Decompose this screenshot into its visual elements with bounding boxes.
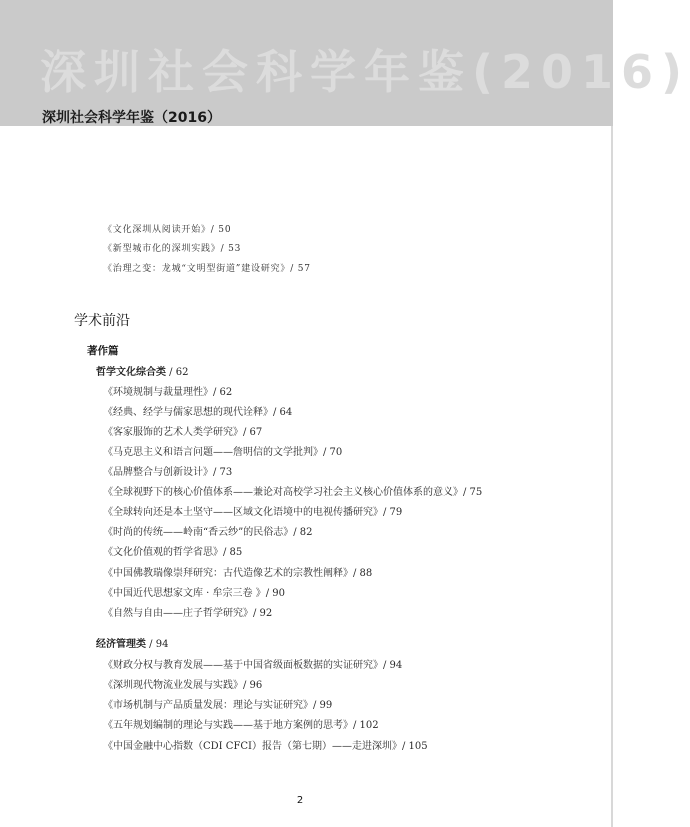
subcategory-name: 哲学文化综合类	[96, 367, 166, 378]
category-title: 著作篇	[87, 345, 119, 357]
toc-entry: 《文化价值观的哲学省思》/ 85	[103, 547, 243, 558]
subcategory-heading	[96, 635, 168, 650]
toc-entry: 《财政分权与教育发展——基于中国省级面板数据的实证研究》/ 94	[103, 660, 403, 671]
toc-entry: 《市场机制与产品质量发展：理论与实证研究》/ 99	[103, 700, 333, 711]
toc-entry: 《中国金融中心指数（CDI CFCI）报告（第七期）——走进深圳》/ 105	[103, 741, 428, 752]
subcategory-page: / 94	[146, 639, 169, 650]
toc-entry: 《环境规制与裁量理性》/ 62	[103, 387, 233, 398]
toc-entry: 《深圳现代物流业发展与实践》/ 96	[103, 680, 263, 691]
toc-entry: 《品牌整合与创新设计》/ 73	[103, 467, 233, 478]
toc-entry: 《自然与自由——庄子哲学研究》/ 92	[103, 608, 273, 619]
toc-entry: 《治理之变：龙城“文明型街道”建设研究》/ 57	[103, 264, 311, 274]
section-title: 学术前沿	[74, 313, 130, 329]
toc-entry: 《中国近代思想家文库 · 牟宗三卷 》/ 90	[103, 588, 285, 599]
banner-watermark-text: 深圳社会科学年鉴(2016)	[40, 45, 690, 99]
page-number: 2	[296, 795, 304, 806]
toc-entry: 《经典、经学与儒家思想的现代诠释》/ 64	[103, 407, 293, 418]
toc-entry: 《全球视野下的核心价值体系——兼论对高校学习社会主义核心价值体系的意义》/ 75	[103, 487, 483, 498]
toc-entry: 《客家服饰的艺术人类学研究》/ 67	[103, 427, 263, 438]
subcategory-page: / 62	[166, 367, 189, 378]
subcategory-heading	[96, 363, 188, 378]
toc-entry: 《新型城市化的深圳实践》/ 53	[103, 244, 242, 254]
subcategory-name: 经济管理类	[96, 639, 146, 650]
toc-entry: 《中国佛教瑞像崇拜研究：古代造像艺术的宗教性阐释》/ 88	[103, 568, 373, 579]
running-head-title: 深圳社会科学年鉴（2016）	[42, 110, 221, 126]
page-edge-divider	[611, 126, 613, 827]
toc-entry: 《时尚的传统——岭南“香云纱”的民俗志》/ 82	[103, 527, 313, 538]
toc-entry: 《五年规划编制的理论与实践——基于地方案例的思考》/ 102	[103, 720, 379, 731]
toc-entry: 《全球转向还是本土坚守——区域文化语境中的电视传播研究》/ 79	[103, 507, 403, 518]
toc-entry: 《文化深圳从阅读开始》/ 50	[103, 225, 232, 235]
toc-entry: 《马克思主义和语言问题——詹明信的文学批判》/ 70	[103, 447, 343, 458]
